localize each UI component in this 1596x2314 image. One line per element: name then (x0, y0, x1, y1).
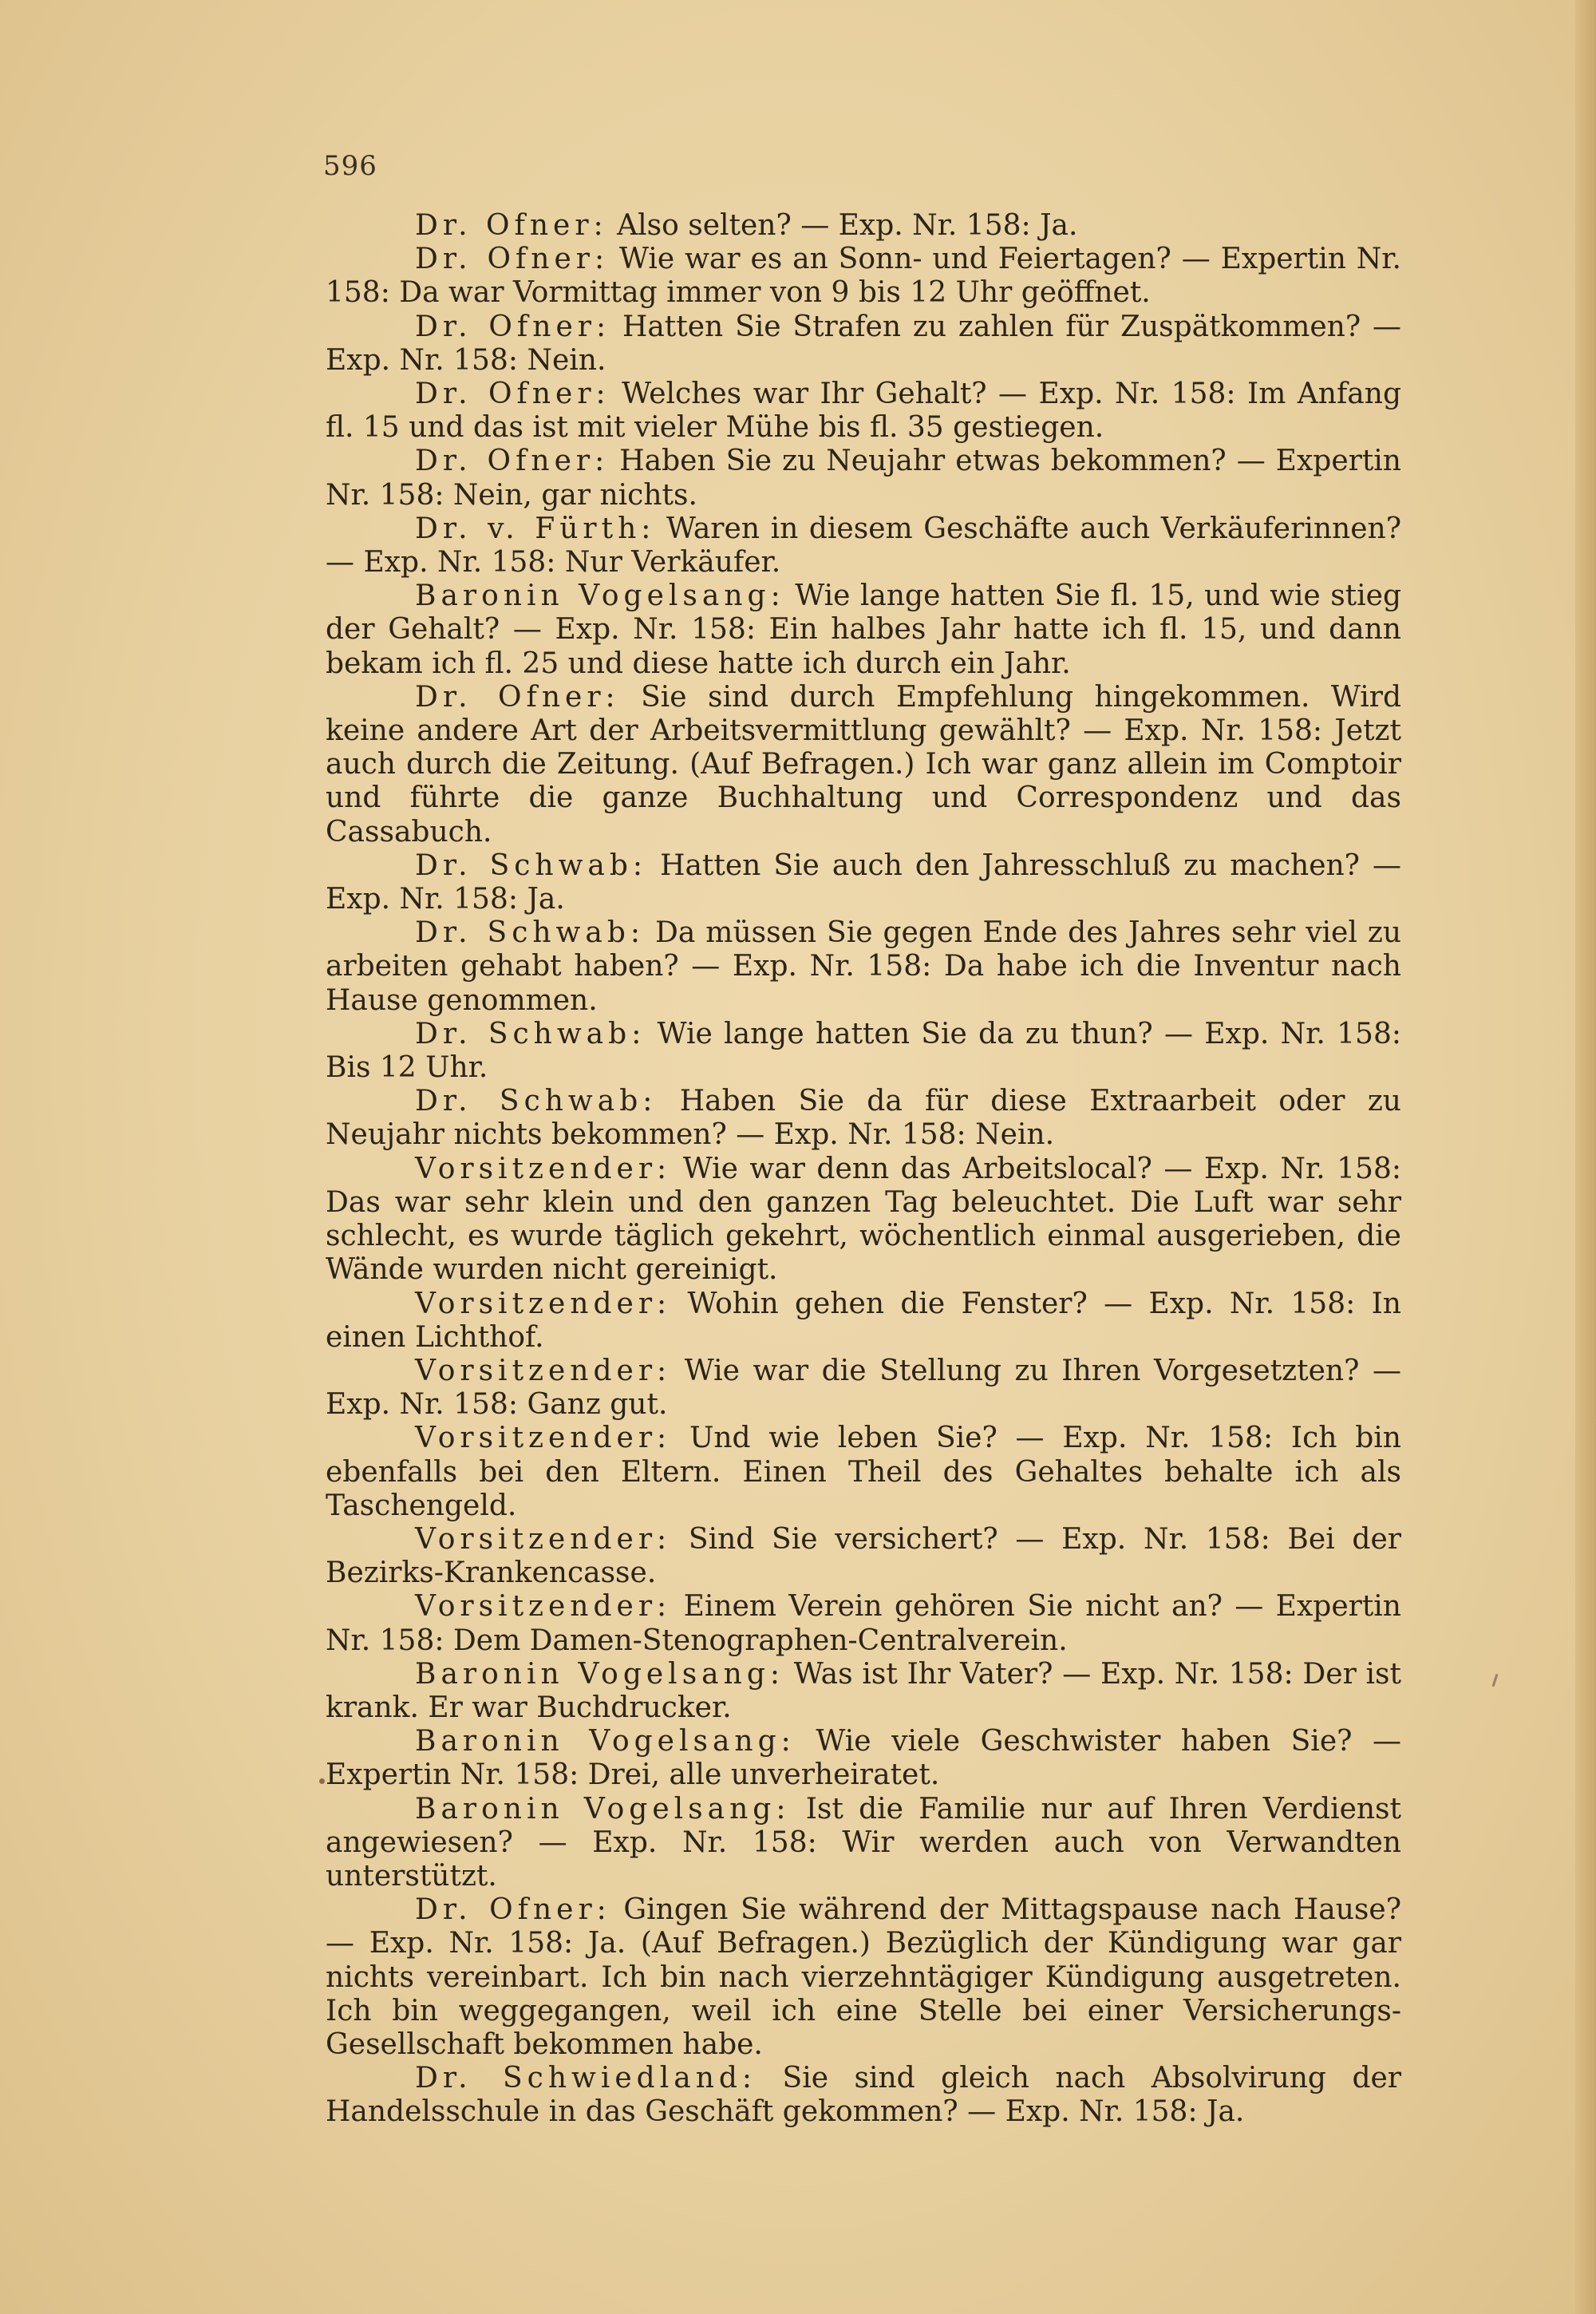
speaker-name: Vorsitzender: (415, 1354, 672, 1387)
speaker-name: Dr. Ofner: (415, 680, 620, 714)
paragraph (326, 378, 1401, 445)
pencil-mark (1492, 1674, 1499, 1687)
paragraph-text: Welches war Ihr Gehalt? — Exp. Nr. 158: Im Anfang fl. 15 und das ist mit vieler Mühe bis fl. 35 gestiegen. (326, 378, 1401, 445)
page-edge-shadow (1575, 0, 1596, 2314)
paragraph (326, 849, 1401, 916)
paragraph (326, 1658, 1401, 1725)
speaker-name: Dr. Ofner: (415, 310, 611, 343)
speaker-name: Dr. Schwab: (415, 848, 648, 882)
speaker-name: Dr. Schwiedland: (415, 2062, 757, 2095)
speaker-name: Baronin Vogelsang: (415, 1725, 796, 1758)
speaker-name: Baronin Vogelsang: (415, 1792, 791, 1825)
paragraph-text: Gingen Sie während der Mittagspause nach Hause? — Exp. Nr. 158: Ja. (Auf Befragen.) Bezüglich der Kündigung war gar nichts vereinbart. Ich bin nach vierzehntägiger Kündigung ausgetreten. Ich bin weggegangen, weil ich eine Stelle bei einer Versicherungs-Gesellschaft bekommen habe. (326, 1893, 1401, 2061)
paragraph-text: Wohin gehen die Fenster? — Exp. Nr. 158: In einen Lichthof. (326, 1287, 1401, 1354)
paragraph-text: Was ist Ihr Vater? — Exp. Nr. 158: Der ist krank. Er war Buchdrucker. (326, 1657, 1402, 1724)
speaker-name: Dr. Ofner: (415, 378, 610, 411)
paragraph (326, 1085, 1401, 1152)
paragraph-text: Und wie leben Sie? — Exp. Nr. 158: Ich bin ebenfalls bei den Eltern. Einen Theil des Gehaltes behalte ich als Taschengeld. (326, 1422, 1401, 1522)
paragraph-text: Sie sind durch Empfehlung hingekommen. Wird keine andere Art der Arbeitsvermittlung gewählt? — Exp. Nr. 158: Jetzt auch durch die Zeitung. (Auf Befragen.) Ich war ganz allein im Comptoir und führte die ganze Buchhaltung und Correspondenz und das Cassabuch. (326, 680, 1402, 848)
paragraph (326, 445, 1401, 512)
paragraph (326, 1018, 1401, 1085)
paragraph-text: Einem Verein gehören Sie nicht an? — Expertin Nr. 158: Dem Damen-Stenographen-Centralverein. (326, 1590, 1401, 1657)
speaker-name: Dr. Ofner: (415, 243, 610, 276)
paragraph (326, 243, 1401, 310)
paragraph (326, 209, 1401, 243)
paragraph-text: Wie war es an Sonn- und Feiertagen? — Expertin Nr. 158: Da war Vormittag immer von 9 bis 12 Uhr geöffnet. (326, 243, 1402, 310)
paragraph (326, 512, 1401, 579)
paragraph-text: Hatten Sie Strafen zu zahlen für Zuspätkommen? — Exp. Nr. 158: Nein. (326, 310, 1402, 377)
speaker-name: Vorsitzender: (415, 1522, 672, 1556)
speaker-name: Vorsitzender: (415, 1152, 672, 1185)
paragraph-text: Waren in diesem Geschäfte auch Verkäuferinnen? — Exp. Nr. 158: Nur Verkäufer. (326, 512, 1401, 579)
speaker-name: Dr. Ofner: (415, 1893, 611, 1927)
paragraph-text: Haben Sie zu Neujahr etwas bekommen? — Expertin Nr. 158: Nein, gar nichts. (326, 445, 1401, 512)
paragraph (326, 1590, 1401, 1657)
speaker-name: Dr. Schwab: (415, 1085, 658, 1118)
speaker-name: Dr. Schwab: (415, 1017, 646, 1050)
paragraph-text: Haben Sie da für diese Extraarbeit oder zu Neujahr nichts bekommen? — Exp. Nr. 158: Nein. (326, 1085, 1401, 1152)
paragraph (326, 311, 1401, 378)
speaker-name: Vorsitzender: (415, 1287, 672, 1320)
paragraph-text: Hatten Sie auch den Jahresschluß zu machen? — Exp. Nr. 158: Ja. (326, 848, 1401, 916)
speaker-name: Baronin Vogelsang: (415, 1657, 784, 1691)
paragraph-text: Wie lange hatten Sie da zu thun? — Exp. Nr. 158: Bis 12 Uhr. (326, 1017, 1401, 1085)
paragraph (326, 1288, 1401, 1355)
page-body (326, 209, 1401, 2130)
paragraph-text: Wie lange hatten Sie fl. 15, und wie stieg der Gehalt? — Exp. Nr. 158: Ein halbes Jahr hatte ich fl. 15, und dann bekam ich fl. 25 und diese hatte ich durch ein Jahr. (326, 579, 1401, 680)
paragraph-text: Da müssen Sie gegen Ende des Jahres sehr viel zu arbeiten gehabt haben? — Exp. Nr. 158: Da habe ich die Inventur nach Hause genommen. (326, 916, 1402, 1017)
paragraph-text: Also selten? — Exp. Nr. 158: Ja. (607, 209, 1078, 242)
paragraph-text: Wie war die Stellung zu Ihren Vorgesetzten? — Exp. Nr. 158: Ganz gut. (326, 1354, 1401, 1422)
paragraph (326, 1355, 1401, 1422)
paragraph (326, 1893, 1401, 2062)
paragraph (326, 1422, 1401, 1523)
paragraph (326, 2062, 1401, 2129)
paragraph (326, 1523, 1401, 1590)
paragraph (326, 1793, 1401, 1894)
ink-spot (319, 1778, 325, 1784)
paragraph (326, 916, 1401, 1018)
speaker-name: Vorsitzender: (415, 1590, 672, 1624)
speaker-name: Vorsitzender: (415, 1422, 672, 1455)
speaker-name: Dr. Ofner: (415, 445, 610, 478)
speaker-name: Dr. Schwab: (415, 916, 646, 950)
paragraph-text: Sind Sie versichert? — Exp. Nr. 158: Bei der Bezirks-Krankencasse. (326, 1522, 1401, 1590)
paragraph-text: Sie sind gleich nach Absolvirung der Handelsschule in das Geschäft gekommen? — Exp. Nr. 158: Ja. (326, 2062, 1402, 2129)
paragraph-text: Wie war denn das Arbeitslocal? — Exp. Nr. 158: Das war sehr klein und den ganzen Tag beleuchtet. Die Luft war sehr schlecht, es wurde täglich gekehrt, wöchentlich einmal ausgerieben, die Wände wurden nicht gereinigt. (326, 1152, 1401, 1287)
paragraph (326, 681, 1401, 849)
paragraph (326, 1725, 1401, 1792)
speaker-name: Dr. Ofner: (415, 209, 608, 242)
paragraph (326, 579, 1401, 681)
paragraph (326, 1153, 1401, 1288)
speaker-name: Dr. v. Fürth: (415, 512, 656, 545)
page-number: 596 (323, 150, 377, 182)
paragraph-text: Ist die Familie nur auf Ihren Verdienst angewiesen? — Exp. Nr. 158: Wir werden auch von Verwandten unterstützt. (326, 1792, 1401, 1893)
paragraph-text: Wie viele Geschwister haben Sie? — Expertin Nr. 158: Drei, alle unverheiratet. (326, 1725, 1401, 1792)
speaker-name: Baronin Vogelsang: (415, 579, 785, 613)
